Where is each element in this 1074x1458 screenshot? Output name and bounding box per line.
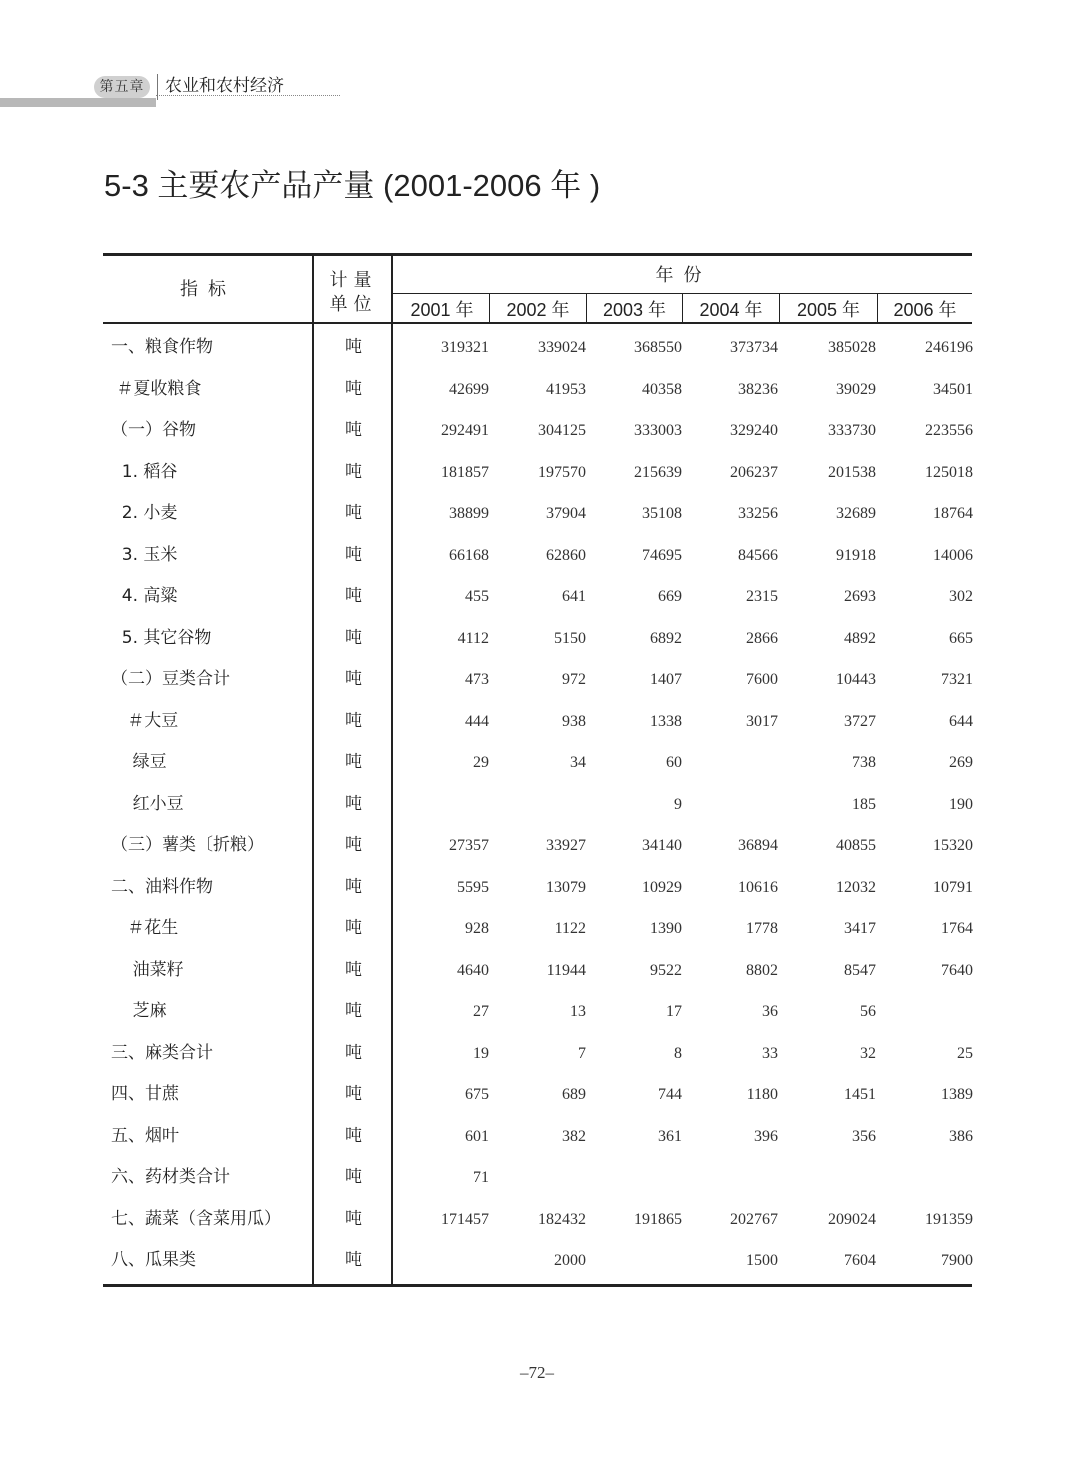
year-header: 2003 年 — [602, 300, 667, 320]
value-cell: 7600 — [746, 671, 778, 688]
table-row — [103, 908, 972, 949]
value-cell: 182432 — [538, 1210, 586, 1228]
row-unit: 吨 — [345, 1001, 362, 1021]
value-cell: 689 — [562, 1086, 586, 1103]
value-cell: 444 — [465, 712, 489, 730]
value-cell: 1338 — [650, 712, 682, 730]
value-cell: 333003 — [634, 422, 682, 439]
value-cell: 36 — [762, 1003, 778, 1020]
value-cell: 15320 — [933, 837, 973, 854]
value-cell: 972 — [562, 671, 586, 688]
value-cell: 37904 — [546, 505, 586, 522]
row-label: ＃夏收粮食 — [111, 378, 202, 399]
value-cell: 319321 — [441, 339, 489, 356]
value-cell: 304125 — [538, 422, 586, 439]
table-row — [103, 867, 972, 908]
value-cell: 7900 — [941, 1252, 973, 1269]
value-cell: 8 — [674, 1044, 682, 1062]
row-unit: 吨 — [345, 1125, 362, 1146]
value-cell: 10616 — [738, 878, 778, 896]
table-row — [103, 950, 972, 991]
value-cell: 5150 — [554, 629, 586, 647]
row-label: 2. 小麦 — [111, 503, 178, 523]
value-cell: 6892 — [650, 629, 682, 647]
row-label: 绿豆 — [111, 752, 167, 772]
value-cell: 171457 — [441, 1210, 489, 1228]
row-label: （三）薯类〔折粮） — [111, 835, 264, 855]
value-cell: 1500 — [746, 1252, 778, 1269]
value-cell: 601 — [465, 1127, 489, 1145]
value-cell: 396 — [754, 1127, 778, 1145]
row-label: 八、瓜果类 — [111, 1250, 196, 1270]
value-cell: 9522 — [650, 961, 682, 979]
chapter-title: 农业和农村经济 — [165, 76, 284, 96]
table-row — [103, 784, 972, 825]
row-label: 四、甘蔗 — [111, 1084, 179, 1104]
unit-header — [315, 269, 392, 317]
value-cell: 1407 — [650, 671, 682, 688]
year-header: 2005 年 — [796, 300, 861, 320]
value-cell: 9 — [674, 795, 682, 813]
row-label: （二）豆类合计 — [111, 669, 230, 689]
table-row — [103, 535, 972, 576]
value-cell: 4640 — [457, 961, 489, 979]
value-cell: 11944 — [546, 961, 586, 979]
row-unit: 吨 — [345, 544, 362, 565]
value-cell: 29 — [473, 754, 489, 771]
row-unit: 吨 — [345, 378, 362, 399]
value-cell: 33927 — [546, 837, 586, 854]
row-unit: 吨 — [345, 876, 362, 897]
table-row — [103, 1074, 972, 1115]
table-bottom-rule — [103, 1284, 972, 1287]
value-cell: 669 — [658, 588, 682, 605]
value-cell: 32689 — [836, 505, 876, 522]
value-cell: 738 — [852, 754, 876, 771]
value-cell: 27357 — [449, 837, 489, 854]
value-cell: 665 — [949, 629, 973, 647]
row-label: 六、药材类合计 — [111, 1167, 230, 1187]
value-cell: 36894 — [738, 837, 778, 854]
row-unit: 吨 — [345, 586, 362, 606]
table-row — [103, 991, 972, 1032]
row-label: 七、蔬菜（含菜用瓜） — [111, 1208, 281, 1229]
table-top-rule — [103, 253, 972, 256]
value-cell: 197570 — [538, 463, 586, 481]
table-row — [103, 618, 972, 659]
row-label: 三、麻类合计 — [111, 1042, 213, 1063]
chapter-badge: 第五章 — [94, 76, 150, 98]
value-cell: 1778 — [746, 920, 778, 937]
value-cell: 368550 — [634, 339, 682, 356]
value-cell: 292491 — [441, 422, 489, 439]
value-cell: 27 — [473, 1003, 489, 1020]
table-row — [103, 659, 972, 700]
year-header: 2006 年 — [893, 300, 957, 320]
row-label: 油菜籽 — [111, 959, 184, 980]
value-cell: 18764 — [933, 505, 973, 522]
value-cell: 938 — [562, 712, 586, 730]
row-unit: 吨 — [345, 461, 362, 482]
row-label: 五、烟叶 — [111, 1125, 179, 1146]
value-cell: 382 — [562, 1127, 586, 1145]
value-cell: 7604 — [844, 1252, 876, 1269]
value-cell: 644 — [949, 712, 973, 730]
value-cell: 1389 — [941, 1086, 973, 1103]
value-cell: 2315 — [746, 588, 778, 605]
value-cell: 7 — [578, 1044, 586, 1062]
row-unit: 吨 — [345, 835, 362, 855]
value-cell: 56 — [860, 1003, 876, 1020]
row-unit: 吨 — [345, 669, 362, 689]
value-cell: 1122 — [554, 920, 586, 937]
row-unit: 吨 — [345, 337, 362, 357]
row-label: ＃花生 — [111, 918, 179, 938]
value-cell: 38236 — [738, 380, 778, 398]
row-unit: 吨 — [345, 1167, 362, 1187]
value-cell: 246196 — [925, 339, 973, 356]
value-cell: 12032 — [836, 878, 876, 896]
value-cell: 386 — [949, 1127, 973, 1145]
table-row — [103, 1240, 972, 1281]
value-cell: 223556 — [925, 422, 973, 439]
row-unit: 吨 — [345, 710, 362, 731]
value-cell: 91918 — [836, 546, 876, 564]
value-cell: 40855 — [836, 837, 876, 854]
value-cell: 84566 — [738, 546, 778, 564]
value-cell: 191865 — [634, 1210, 682, 1228]
row-unit: 吨 — [345, 793, 362, 814]
row-label: （一）谷物 — [111, 420, 196, 440]
row-unit: 吨 — [345, 1042, 362, 1063]
value-cell: 385028 — [828, 339, 876, 356]
value-cell: 333730 — [828, 422, 876, 439]
value-cell: 17 — [666, 1003, 682, 1020]
value-cell: 38899 — [449, 505, 489, 522]
production-table — [103, 253, 972, 1287]
value-cell: 62860 — [546, 546, 586, 564]
value-cell: 19 — [473, 1044, 489, 1062]
table-row — [103, 1033, 972, 1074]
page-number: –72– — [520, 1363, 554, 1382]
value-cell: 215639 — [634, 463, 682, 481]
table-row — [103, 369, 972, 410]
value-cell: 14006 — [933, 546, 973, 564]
year-group-header: 年份 — [655, 265, 712, 286]
row-unit: 吨 — [345, 1250, 362, 1270]
value-cell: 33 — [762, 1044, 778, 1062]
value-cell: 32 — [860, 1044, 876, 1062]
value-cell: 202767 — [730, 1210, 778, 1228]
value-cell: 928 — [465, 920, 489, 937]
table-row — [103, 452, 972, 493]
value-cell: 4892 — [844, 629, 876, 647]
value-cell: 71 — [473, 1169, 489, 1186]
row-label: 一、粮食作物 — [111, 337, 213, 357]
value-cell: 675 — [465, 1086, 489, 1103]
value-cell: 40358 — [642, 380, 682, 398]
value-cell: 361 — [658, 1127, 682, 1145]
value-cell: 329240 — [730, 422, 778, 439]
table-row — [103, 825, 972, 866]
header-divider — [157, 74, 158, 100]
value-cell: 41953 — [546, 380, 586, 398]
value-cell: 302 — [949, 588, 973, 605]
value-cell: 5595 — [457, 878, 489, 896]
year-header: 2004 年 — [699, 300, 763, 320]
value-cell: 185 — [852, 795, 876, 813]
value-cell: 3017 — [746, 712, 778, 730]
table-row — [103, 576, 972, 617]
value-cell: 356 — [852, 1127, 876, 1145]
value-cell: 209024 — [828, 1210, 876, 1228]
row-label: 5. 其它谷物 — [111, 627, 212, 648]
year-header: 2002 年 — [506, 300, 570, 320]
unit-header-line2: 单位 — [329, 294, 378, 315]
value-cell: 455 — [465, 588, 489, 605]
table-row — [103, 493, 972, 534]
table-row — [103, 1116, 972, 1157]
value-cell: 1390 — [650, 920, 682, 937]
row-label: ＃大豆 — [111, 710, 179, 731]
table-row — [103, 1199, 972, 1240]
row-label: 芝麻 — [111, 1001, 167, 1021]
value-cell: 2000 — [554, 1252, 586, 1269]
value-cell: 2866 — [746, 629, 778, 647]
table-row — [103, 701, 972, 742]
value-cell: 39029 — [836, 380, 876, 398]
row-label: 二、油料作物 — [111, 876, 213, 897]
header-gray-bar — [0, 98, 156, 107]
value-cell: 33256 — [738, 505, 778, 522]
table-row — [103, 1157, 972, 1198]
value-cell: 1180 — [746, 1086, 778, 1103]
row-unit: 吨 — [345, 918, 362, 938]
value-cell: 3727 — [844, 712, 876, 730]
value-cell: 373734 — [730, 339, 778, 356]
row-unit: 吨 — [345, 752, 362, 772]
row-label: 3. 玉米 — [111, 544, 178, 565]
table-row — [103, 327, 972, 368]
row-unit: 吨 — [345, 1208, 362, 1229]
running-header — [0, 66, 340, 110]
value-cell: 190 — [949, 795, 973, 813]
year-header: 2001 年 — [410, 300, 474, 320]
value-cell: 10929 — [642, 878, 682, 896]
value-cell: 25 — [957, 1044, 973, 1062]
value-cell: 473 — [465, 671, 489, 688]
value-cell: 34501 — [933, 380, 973, 398]
value-cell: 60 — [666, 754, 682, 771]
value-cell: 34140 — [642, 837, 682, 854]
row-unit: 吨 — [345, 420, 362, 440]
row-unit: 吨 — [345, 503, 362, 523]
row-label: 红小豆 — [111, 793, 184, 814]
value-cell: 10443 — [836, 671, 876, 688]
value-cell: 206237 — [730, 463, 778, 481]
value-cell: 744 — [658, 1086, 682, 1103]
row-unit: 吨 — [345, 627, 362, 648]
value-cell: 10791 — [933, 878, 973, 896]
row-unit: 吨 — [345, 959, 362, 980]
value-cell: 13 — [570, 1003, 586, 1020]
row-label: 4. 高粱 — [111, 586, 178, 606]
value-cell: 66168 — [449, 546, 489, 564]
value-cell: 4112 — [457, 629, 489, 647]
value-cell: 3417 — [844, 920, 876, 937]
row-label: 1. 稻谷 — [111, 461, 178, 482]
value-cell: 8547 — [844, 961, 876, 979]
value-cell: 35108 — [642, 505, 682, 522]
value-cell: 74695 — [642, 546, 682, 564]
value-cell: 339024 — [538, 339, 586, 356]
value-cell: 201538 — [828, 463, 876, 481]
page-title: 5-3 主要农产品产量 (2001-2006 年 ) — [104, 168, 601, 203]
value-cell: 8802 — [746, 961, 778, 979]
value-cell: 641 — [562, 588, 586, 605]
indicator-header: 指标 — [180, 279, 236, 300]
value-cell: 13079 — [546, 878, 586, 896]
value-cell: 269 — [949, 754, 973, 771]
value-cell: 34 — [570, 754, 586, 771]
value-cell: 7321 — [941, 671, 973, 688]
value-cell: 181857 — [441, 463, 489, 481]
value-cell: 1764 — [941, 920, 973, 937]
value-cell: 42699 — [449, 380, 489, 398]
value-cell: 2693 — [844, 588, 876, 605]
value-cell: 1451 — [844, 1086, 876, 1103]
table-row — [103, 410, 972, 451]
row-unit: 吨 — [345, 1084, 362, 1104]
table-row — [103, 742, 972, 783]
unit-header-line1: 计量 — [329, 270, 378, 291]
value-cell: 125018 — [925, 463, 973, 481]
value-cell: 191359 — [925, 1210, 973, 1228]
value-cell: 7640 — [941, 961, 973, 979]
